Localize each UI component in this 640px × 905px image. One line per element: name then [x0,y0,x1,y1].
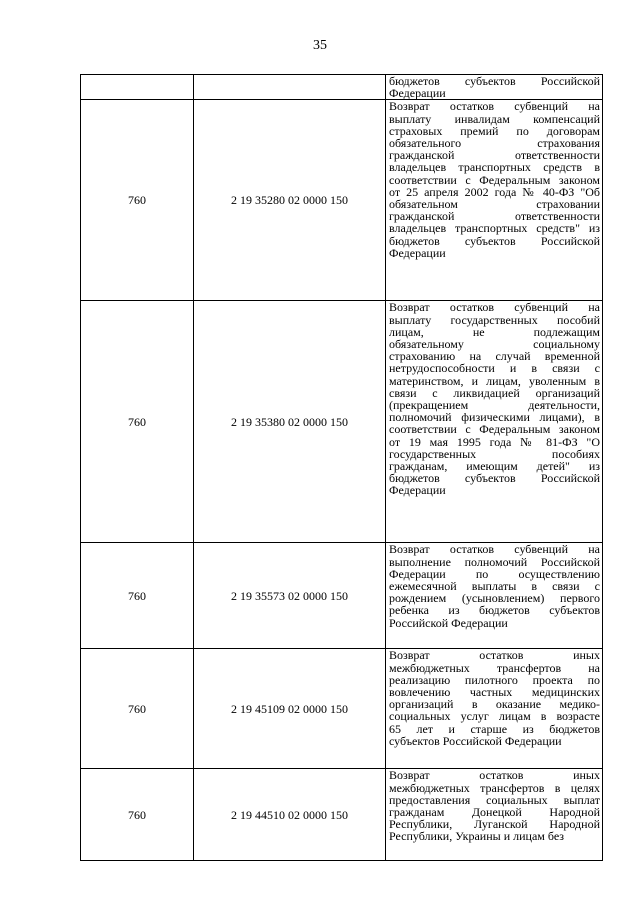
description-line: от 25 апреля 2002 года № 40-ФЗ "Об [389,184,600,199]
description-line: межбюджетных трансфертов на [389,660,600,675]
description-line: ребенка из бюджетов субъектов [389,603,600,618]
budget-code-cell: 2 19 35380 02 0000 150 [194,301,386,543]
description-line: Возврат остатков субвенций на [389,300,600,315]
table-row [81,100,603,301]
description-line: лицам, не подлежащим [389,324,600,339]
budget-code-cell: 2 19 35573 02 0000 150 [194,543,386,649]
description-line: бюджетов субъектов Российской [389,471,600,486]
description-line: страховых премий по договорам [389,123,600,138]
admin-code-cell: 760 [81,649,194,769]
description-line: обязательному социальному [389,337,600,352]
budget-code-cell: 2 19 45109 02 0000 150 [194,649,386,769]
description-line: бюджетов субъектов Российской [389,74,600,88]
description-line: гражданам, имеющим детей" из [389,459,600,474]
admin-code-cell: 760 [81,543,194,649]
table-row [81,75,603,100]
description-line: ежемесячной выплаты в связи с [389,579,600,594]
page-number: 35 [313,38,327,53]
description-line: обязательном страховании [389,197,600,212]
table-row [81,543,603,649]
description-line: социальных услуг лицам в возрасте [389,709,600,724]
description-cell [386,543,603,649]
description-line: гражданам Донецкой Народной [389,805,600,820]
admin-code-cell: 760 [81,301,194,543]
description-line: страхованию на случай временной [389,349,600,364]
description-line: Федерации [389,483,446,498]
description-line: Федерации [389,86,446,101]
description-line: рождением (усыновлением) первого [389,591,600,606]
description-cell [386,649,603,769]
admin-code-cell [81,75,194,100]
description-line: Федерации по осуществлению [389,566,600,581]
description-line: полномочий физическими лицами), в [389,410,600,425]
description-line: выплату государственных пособий [389,312,600,327]
description-line: Возврат остатков субвенций на [389,99,600,114]
description-line: бюджетов субъектов Российской [389,233,600,248]
admin-code-cell: 760 [81,769,194,861]
description-line: субъектов Российской Федерации [389,733,562,748]
budget-code-cell: 2 19 44510 02 0000 150 [194,769,386,861]
description-line: гражданской ответственности [389,148,600,163]
description-line: соответствии с Федеральным законом [389,422,600,437]
description-line: вовлечению частных медицинских [389,685,600,700]
budget-code-cell [194,75,386,100]
table-row [81,301,603,543]
description-line: Российской Федерации [389,615,508,630]
table-row [81,769,603,861]
description-cell [386,301,603,543]
description-line: соответствии с Федеральным законом [389,172,600,187]
description-line: Возврат остатков иных [389,768,600,783]
description-line: межбюджетных трансфертов в целях [389,780,600,795]
description-line: обязательного страхования [389,136,600,151]
description-line: от 19 мая 1995 года № 81-ФЗ "О [389,434,600,449]
description-line: государственных пособиях [389,446,600,461]
budget-classification-table [80,74,603,861]
description-line: материнством, и лицам, уволенным в [389,373,600,388]
description-cell [386,75,603,100]
description-line: Республики, Луганской Народной [389,817,600,832]
admin-code-cell: 760 [81,100,194,301]
description-line: реализацию пилотного проекта по [389,672,600,687]
table-row [81,649,603,769]
description-line: Возврат остатков субвенций на [389,542,600,557]
description-cell [386,100,603,301]
description-line: гражданской ответственности [389,209,600,224]
budget-code-cell: 2 19 35280 02 0000 150 [194,100,386,301]
description-line: Возврат остатков иных [389,648,600,663]
description-line: нетрудоспособности и в связи с [389,361,600,376]
description-line: Республики, Украины и лицам без [389,829,565,844]
description-line: предоставления социальных выплат [389,792,600,807]
description-line: 65 лет и старше из бюджетов [389,721,600,736]
description-cell [386,769,603,861]
description-line: владельцев транспортных средств в [389,160,600,175]
description-line: владельцев транспортных средств" из [389,221,600,236]
description-line: выполнение полномочий Российской [389,554,600,569]
description-line: организаций в оказание медико- [389,697,600,712]
description-line: связи с ликвидацией организаций [389,385,600,400]
description-line: выплату инвалидам компенсаций [389,111,600,126]
description-line: (прекращением деятельности, [389,398,600,413]
description-line: Федерации [389,245,446,260]
